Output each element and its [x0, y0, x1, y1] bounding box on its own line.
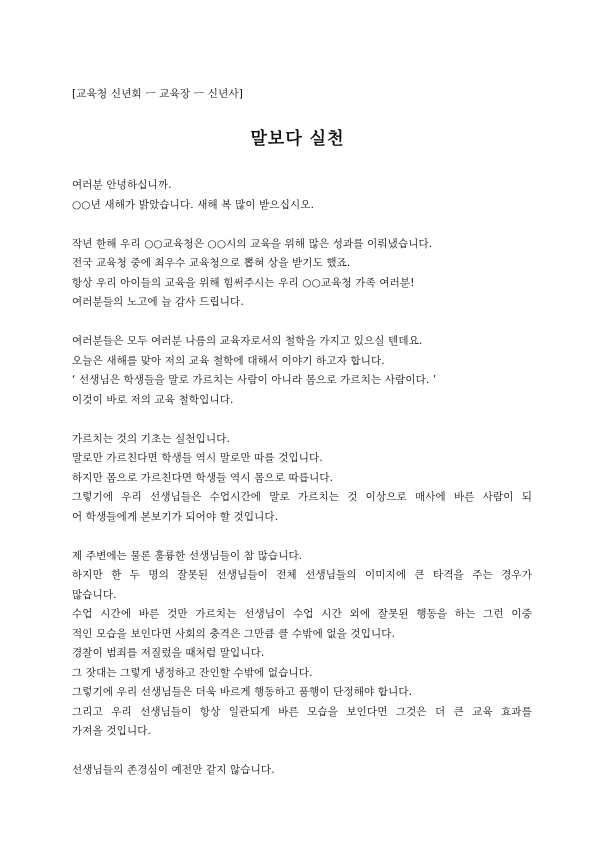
document-header-tag: [교육청 신년회 ㅡ 교육장 ㅡ 신년사]: [72, 88, 244, 100]
text-line: 그렇기에 우리 선생님들은 더욱 바르게 행동하고 품행이 단정해야 합니다.: [72, 686, 413, 698]
text-line: 전국 교육청 중에 최우수 교육청으로 뽑혀 상을 받기도 했죠.: [72, 257, 351, 269]
paragraph-achievements: [72, 235, 532, 313]
document-title: 말보다 실천: [250, 129, 345, 149]
text-line: 수업 시간에 바른 것만 가르치는 선생님이 수업 시간 외에 잘못된 행동을 하는 그런 이중: [72, 608, 532, 620]
text-line: 오늘은 새해를 맞아 저의 교육 철학에 대해서 이야기 하고자 합니다.: [72, 354, 385, 367]
text-line: 항상 우리 아이들의 교육을 위해 힘써주시는 우리 ○○교육청 가족 여러분!: [72, 276, 415, 289]
text-line: 그 잣대는 그렇게 냉정하고 잔인할 수밖에 없습니다.: [72, 666, 313, 679]
text-line: 여러분들의 노고에 늘 감사 드립니다.: [72, 296, 244, 308]
text-line: 가르치는 것의 기초는 실천입니다.: [72, 432, 231, 445]
paragraph-respect: [72, 761, 532, 781]
text-line: 가져올 것입니다.: [72, 725, 152, 737]
text-line: ○○년 새해가 밝았습니다. 새해 복 많이 받으십시오.: [72, 198, 315, 211]
paragraph-greeting: [72, 176, 532, 215]
text-line: 여러분 안녕하십니까.: [72, 179, 172, 191]
text-line: 많습니다.: [72, 588, 117, 601]
text-line: 경찰이 범죄를 저질렀을 때처럼 말입니다.: [72, 647, 265, 659]
paragraph-practice: [72, 430, 532, 528]
paragraph-conduct: [72, 547, 532, 742]
text-line: 그리고 우리 선생님들이 항상 일관되게 바른 모습을 보인다면 그것은 더 큰 교육 효과를: [72, 705, 532, 718]
document-body: [72, 176, 532, 800]
text-line: 그렇기에 우리 선생님들은 수업시간에 말로 가르치는 것 이상으로 매사에 바른 사람이 되: [72, 491, 532, 503]
text-line: 선생님들의 존경심이 예전만 같지 않습니다.: [72, 764, 275, 776]
text-line: 하지만 한 두 명의 잘못된 선생님들이 전체 선생님들의 이미지에 큰 타격을 주는 경우가: [72, 569, 532, 581]
text-line: 제 주변에는 물론 훌륭한 선생님들이 참 많습니다.: [72, 549, 303, 562]
text-line: 어 학생들에게 본보기가 되어야 할 것입니다.: [72, 510, 279, 523]
text-line: 말로만 가르친다면 학생들 역시 말로만 따를 것입니다.: [72, 452, 323, 464]
text-line: 하지만 몸으로 가르친다면 학생들 역시 몸으로 따릅니다.: [72, 471, 334, 484]
paragraph-philosophy: [72, 332, 532, 410]
text-line: 여러분들은 모두 여러분 나름의 교육자로서의 철학을 가지고 있으실 텐데요.: [72, 335, 423, 347]
text-line: 이것이 바로 저의 교육 철학입니다.: [72, 393, 234, 406]
text-line: ‘ 선생님은 학생들을 말로 가르치는 사람이 아니라 몸으로 가르치는 사람이다. ’: [72, 374, 437, 386]
text-line: 적인 모습을 보인다면 사회의 충격은 그만큼 클 수밖에 없을 것입니다.: [72, 627, 396, 640]
text-line: 작년 한해 우리 ○○교육청은 ○○시의 교육을 위해 많은 성과를 이뤄냈습니다.: [72, 237, 433, 250]
